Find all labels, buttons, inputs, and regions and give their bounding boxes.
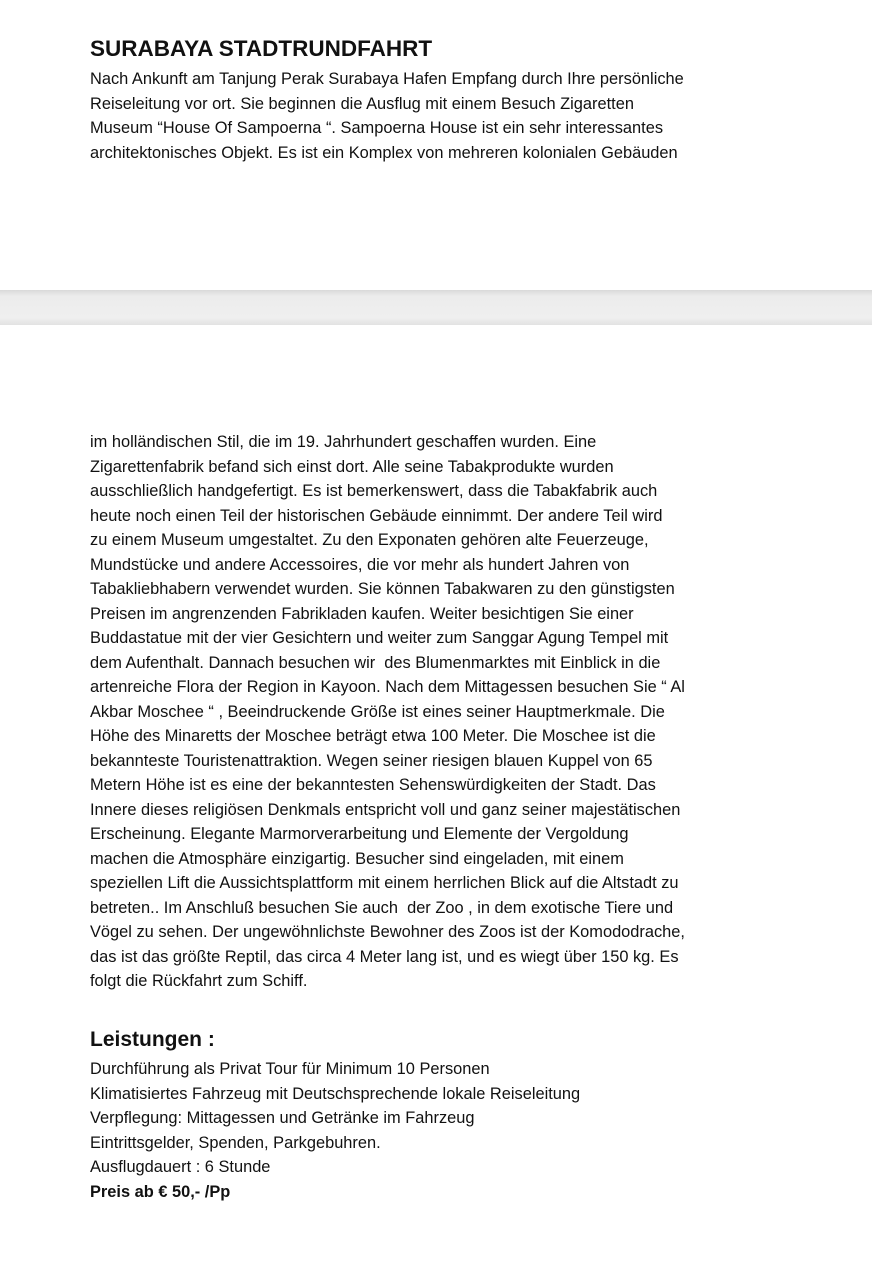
text-line: Akbar Moschee “ , Beeindruckende Größe ist eines seiner Hauptmerkmale. Die [90,702,665,721]
text-line: Erscheinung. Elegante Marmorverarbeitung und Elemente der Vergoldung [90,825,629,843]
text-line: speziellen Lift die Aussichtsplattform mit einem herrlichen Blick auf die Altstadt zu [90,874,679,892]
service-item: Durchführung als Privat Tour für Minimum 10 Personen [90,1060,490,1078]
text-line: Museum “House Of Sampoerna “. Sampoerna House ist ein sehr interessantes [90,119,664,137]
text-line: Mundstücke und andere Accessoires, die vor mehr als hundert Jahren von [90,555,630,574]
text-line: das ist das größte Reptil, das circa 4 Meter lang ist, und es wiegt über 150 kg. Es [90,947,679,966]
text-line: heute noch einen Teil der historischen Gebäude einnimmt. Der andere Teil wird [90,506,663,525]
text-line: Reiseleitung vor ort. Sie beginnen die Ausflug mit einem Besuch Zigaretten [90,94,634,113]
text-line: Buddastatue mit der vier Gesichtern und weiter zum Sanggar Agung Tempel mit [90,629,669,647]
price-label: Preis ab € 50,- /Pp [90,1183,231,1201]
text-line: machen die Atmosphäre einzigartig. Besucher sind eingeladen, mit einem [90,849,624,868]
text-line: Innere dieses religiösen Denkmals entspricht voll und ganz seiner majestätischen [90,800,681,819]
text-line: dem Aufenthalt. Dannach besuchen wir des Blumenmarktes mit Einblick in die [90,653,661,672]
text-line: Zigarettenfabrik befand sich einst dort. Alle seine Tabakprodukte wurden [90,457,614,476]
text-line: betreten.. Im Anschluß besuchen Sie auch der Zoo , in dem exotische Tiere und [90,898,674,917]
text-line: Höhe des Minaretts der Moschee beträgt etwa 100 Meter. Die Moschee ist die [90,727,656,745]
text-line: Vögel zu sehen. Der ungewöhnlichste Bewohner des Zoos ist der Komododrache, [90,923,685,941]
text-line: Nach Ankunft am Tanjung Perak Surabaya Hafen Empfang durch Ihre persönliche [90,70,684,88]
text-line: Preisen im angrenzenden Fabrikladen kaufen. Weiter besichtigen Sie einer [90,604,634,623]
body-paragraph [90,430,685,994]
document-title: SURABAYA STADTRUNDFAHRT [90,36,433,61]
service-item: Klimatisiertes Fahrzeug mit Deutschsprechende lokale Reiseleitung [90,1084,581,1103]
text-line: ausschließlich handgefertigt. Es ist bemerkenswert, dass die Tabakfabrik auch [90,482,658,500]
text-line: im holländischen Stil, die im 19. Jahrhundert geschaffen wurden. Eine [90,433,597,451]
services-heading: Leistungen : [90,1028,215,1051]
text-line: bekannteste Touristenattraktion. Wegen seiner riesigen blauen Kuppel von 65 [90,751,653,770]
text-line: zu einem Museum umgestaltet. Zu den Exponaten gehören alte Feuerzeuge, [90,531,649,549]
text-line: artenreiche Flora der Region in Kayoon. Nach dem Mittagessen besuchen Sie “ Al [90,678,685,696]
service-item: Ausflugdauert : 6 Stunde [90,1158,271,1176]
page-separator [0,290,872,325]
text-line: folgt die Rückfahrt zum Schiff. [90,972,308,990]
intro-paragraph [90,67,684,165]
service-item: Verpflegung: Mittagessen und Getränke im Fahrzeug [90,1109,475,1127]
text-line: Metern Höhe ist es eine der bekanntesten Sehenswürdigkeiten der Stadt. Das [90,776,656,794]
text-line: Tabakliebhabern verwendet wurden. Sie können Tabakwaren zu den günstigsten [90,580,675,598]
service-item: Eintrittsgelder, Spenden, Parkgebuhren. [90,1133,381,1152]
services-list [90,1057,580,1180]
text-line: architektonisches Objekt. Es ist ein Komplex von mehreren kolonialen Gebäuden [90,143,678,162]
